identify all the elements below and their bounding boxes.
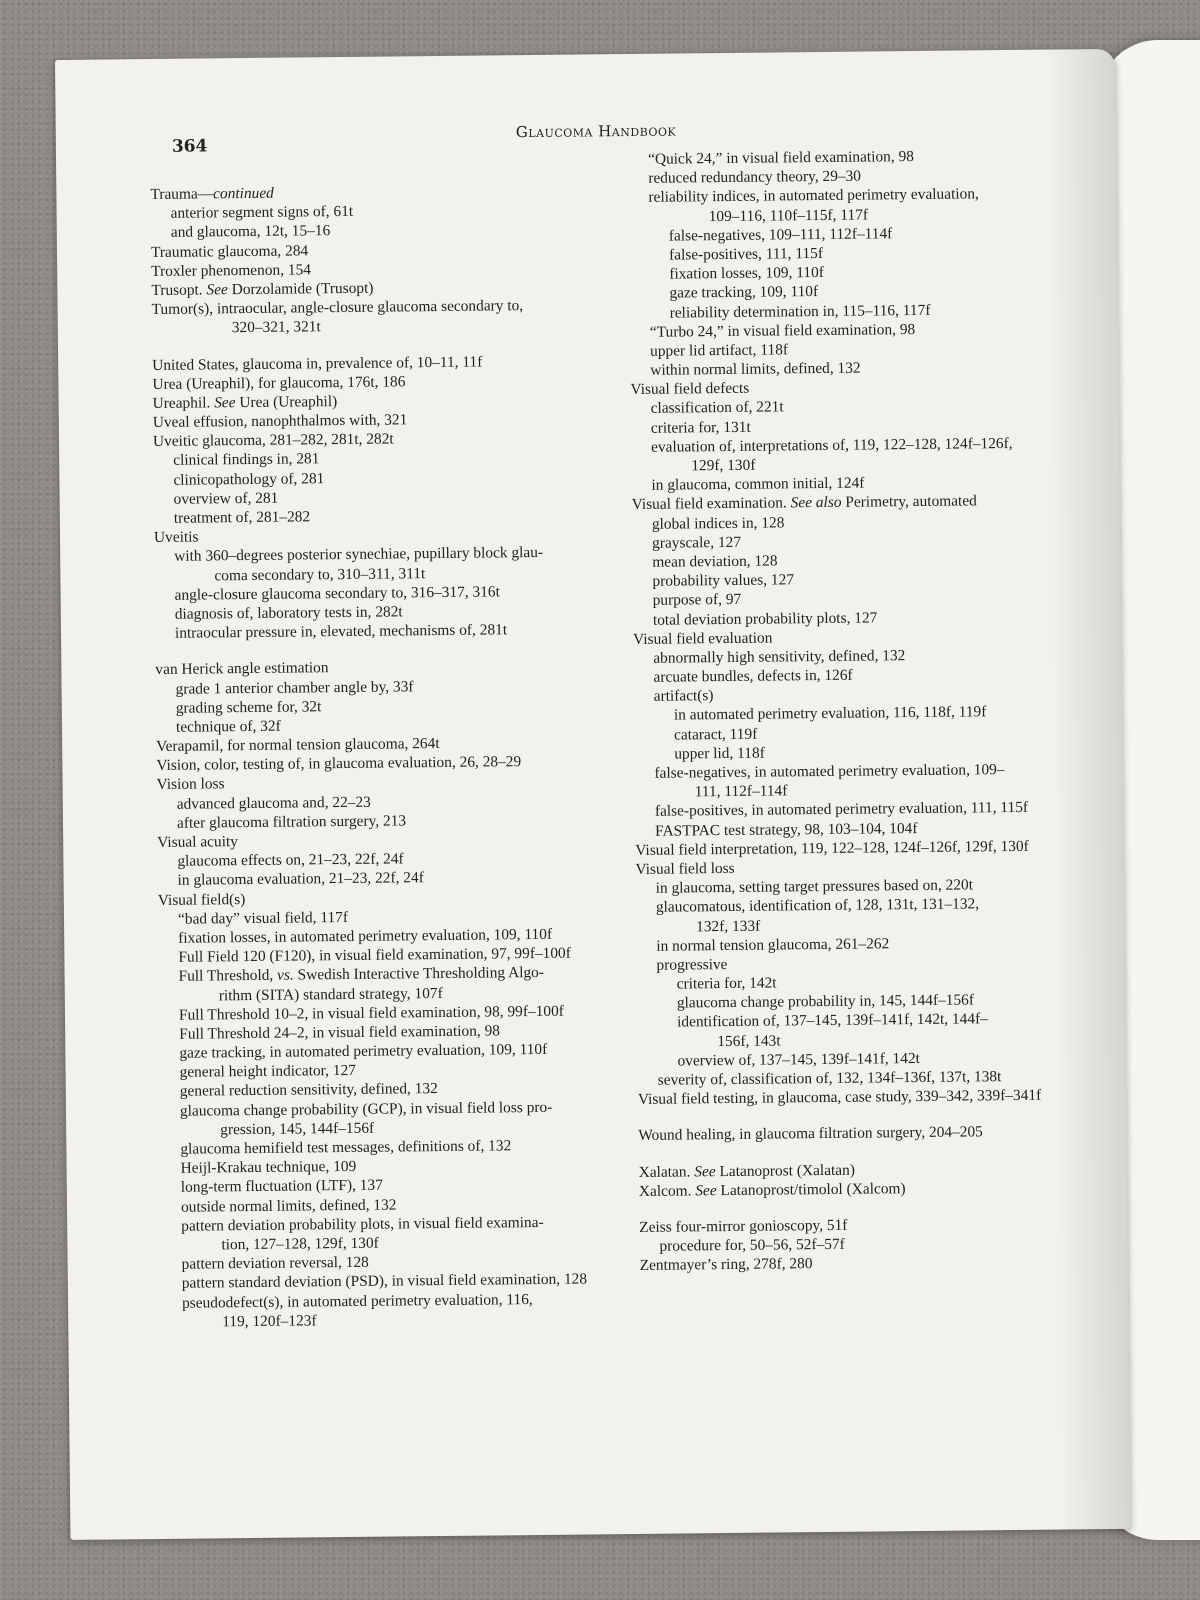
entry-text: overview of, 137–145, 139f–141f, 142t: [677, 1049, 920, 1070]
entry-text: in glaucoma evaluation, 21–23, 22f, 24f: [177, 869, 424, 890]
entry-text: 119, 120f–123f: [222, 1312, 317, 1331]
entry-text-continued: Latanoprost (Xalatan): [715, 1161, 855, 1180]
entry-text: Full Threshold 10–2, in visual field examination, 98, 99f–100f: [178, 1002, 564, 1024]
entry-italic: See also: [790, 494, 842, 512]
entry-text: total deviation probability plots, 127: [652, 608, 878, 629]
entry-text: reduced redundancy theory, 29–30: [648, 167, 862, 187]
entry-text: Xalcom.: [638, 1182, 696, 1200]
entry-text: Vision loss: [156, 775, 225, 794]
entry-italic: See: [694, 1162, 716, 1180]
entry-text: grayscale, 127: [652, 533, 742, 552]
entry-text: advanced glaucoma and, 22–23: [176, 793, 371, 813]
entry-italic: vs.: [276, 966, 294, 985]
page-number: 364: [171, 136, 208, 157]
entry-text: reliability indices, in automated perimetry evaluation,: [648, 185, 979, 207]
entry-text: glaucoma change probability in, 145, 144f–156f: [676, 991, 975, 1012]
index-entry: [616, 1252, 1086, 1276]
entry-text: gaze tracking, in automated perimetry evaluation, 109, 110f: [179, 1040, 548, 1062]
entry-text: mean deviation, 128: [652, 552, 778, 571]
entry-text: Xalatan.: [638, 1162, 695, 1181]
entry-text: Tumor(s), intraocular, angle-closure glaucoma secondary to,: [151, 297, 524, 319]
entry-text: gaze tracking, 109, 110f: [669, 283, 819, 302]
entry-text: Traumatic glaucoma, 284: [150, 241, 309, 261]
entry-text: angle-closure glaucoma secondary to, 316–317, 316t: [174, 583, 500, 604]
entry-text: within normal limits, defined, 132: [650, 359, 861, 379]
book-page: [55, 49, 1130, 1540]
entry-text: in normal tension glaucoma, 261–262: [656, 935, 890, 955]
entry-text: Uveitic glaucoma, 281–282, 281t, 282t: [152, 430, 394, 451]
entry-text: “Turbo 24,” in visual field examination, 98: [649, 320, 916, 341]
entry-text: 109–116, 110f–115f, 117f: [708, 206, 869, 225]
entry-text: Full Threshold 24–2, in visual field examination, 98: [179, 1022, 501, 1043]
entry-text: Zeiss four-mirror gonioscopy, 51f: [639, 1216, 848, 1236]
entry-text-continued: Latanoprost/timolol (Xalcom): [716, 1179, 906, 1199]
entry-text: evaluation of, interpretations of, 119, 122–128, 124f–126f,: [650, 434, 1013, 456]
entry-text-continued: Swedish Interactive Thresholding Algo-: [293, 964, 545, 984]
entry-text: Uveitis: [153, 528, 199, 547]
entry-text: Urea (Ureaphil), for glaucoma, 176t, 186: [152, 373, 406, 393]
entry-text: Visual field evaluation: [633, 629, 773, 648]
entry-text: gression, 145, 144f–156f: [220, 1119, 375, 1139]
entry-text: criteria for, 142t: [676, 974, 777, 993]
entry-text: global indices in, 128: [651, 513, 785, 533]
entry-text: glaucoma change probability (GCP), in visual field loss pro-: [179, 1098, 553, 1120]
entry-text: diagnosis of, laboratory tests in, 282t: [174, 603, 403, 623]
entry-text: Wound healing, in glaucoma filtration surgery, 204–205: [638, 1123, 983, 1145]
entry-text: treatment of, 281–282: [173, 508, 311, 527]
entry-text: after glaucoma filtration surgery, 213: [176, 812, 407, 832]
entry-text: intraocular pressure in, elevated, mechanisms of, 281t: [174, 621, 508, 642]
entry-text: artifact(s): [653, 687, 714, 706]
entry-text: Troxler phenomenon, 154: [151, 261, 312, 280]
entry-text: abnormally high sensitivity, defined, 132: [653, 647, 906, 667]
entry-text: United States, glaucoma in, prevalence of, 10–11, 11f: [152, 353, 483, 374]
entry-text: criteria for, 131t: [650, 418, 751, 437]
entry-text: Visual field(s): [157, 890, 246, 909]
entry-text: glaucoma effects on, 21–23, 22f, 24f: [177, 850, 404, 870]
entry-text: grade 1 anterior chamber angle by, 33f: [175, 677, 414, 698]
entry-text: fixation losses, 109, 110f: [669, 264, 824, 283]
entry-text: 111, 112f–114f: [694, 782, 788, 801]
entry-text: technique of, 32f: [175, 717, 281, 736]
entry-text: overview of, 281: [173, 489, 279, 508]
entry-text: false-negatives, in automated perimetry evaluation, 109–: [654, 761, 1005, 782]
entry-text: Trusopt.: [151, 281, 207, 299]
entry-text: and glaucoma, 12t, 15–16: [170, 222, 331, 242]
entry-text: probability values, 127: [652, 571, 795, 590]
entry-text: in glaucoma, setting target pressures based on, 220t: [655, 876, 974, 897]
entry-text: pseudodefect(s), in automated perimetry evaluation, 116,: [181, 1290, 533, 1312]
entry-text: procedure for, 50–56, 52f–57f: [659, 1235, 845, 1255]
entry-text: general reduction sensitivity, defined, 132: [179, 1080, 438, 1101]
entry-text: Full Field 120 (F120), in visual field examination, 97, 99f–100f: [178, 944, 571, 966]
entry-text: Visual acuity: [157, 833, 239, 851]
entry-text: 132f, 133f: [696, 917, 761, 935]
entry-text-continued: Urea (Ureaphil): [235, 392, 338, 412]
entry-text: grading scheme for, 32t: [175, 697, 322, 717]
entry-text: Visual field defects: [630, 379, 750, 399]
entry-text: purpose of, 97: [652, 591, 742, 610]
entry-text: outside normal limits, defined, 132: [180, 1196, 397, 1216]
entry-italic: See: [695, 1181, 717, 1200]
entry-italic: continued: [213, 184, 274, 203]
entry-text: upper lid, 118f: [674, 744, 765, 763]
entry-text: glaucoma hemifield test messages, definitions of, 132: [180, 1137, 512, 1158]
entry-text: long-term fluctuation (LTF), 137: [180, 1177, 383, 1197]
entry-text: progressive: [656, 955, 728, 974]
entry-text: 320–321, 321t: [231, 318, 321, 337]
entry-text: Zentmayer’s ring, 278f, 280: [639, 1255, 813, 1275]
entry-text: upper lid artifact, 118f: [649, 341, 789, 360]
entry-text: false-negatives, 109–111, 112f–114f: [668, 224, 893, 245]
entry-text: glaucomatous, identification of, 128, 131t, 131–132,: [655, 895, 980, 917]
entry-text: severity of, classification of, 132, 134f–136f, 137t, 138t: [657, 1068, 1002, 1089]
running-head: Glaucoma Handbook: [515, 121, 677, 142]
entry-text: “Quick 24,” in visual field examination, 98: [647, 148, 915, 168]
entry-text: Visual field interpretation, 119, 122–128, 124f–126f, 129f, 130f: [635, 837, 1029, 859]
entry-text: van Herick angle estimation: [155, 659, 329, 679]
entry-text: Heijl-Krakau technique, 109: [180, 1158, 357, 1177]
entry-text-continued: Dorzolamide (Trusopt): [227, 279, 374, 299]
entry-text: with 360–degrees posterior synechiae, pupillary block glau-: [174, 544, 544, 566]
entry-text: “bad day” visual field, 117f: [177, 908, 349, 928]
entry-text: fixation losses, in automated perimetry evaluation, 109, 110f: [178, 925, 553, 947]
entry-text: Visual field testing, in glaucoma, case study, 339–342, 339f–341f: [637, 1086, 1042, 1109]
entry-text: rithm (SITA) standard strategy, 107f: [218, 984, 443, 1004]
entry-text: reliability determination in, 115–116, 117f: [669, 301, 931, 322]
entry-text: clinical findings in, 281: [173, 450, 320, 470]
entry-text: Ureaphil.: [152, 394, 215, 412]
entry-text: pattern standard deviation (PSD), in visual field examination, 128: [181, 1270, 588, 1293]
entry-text: pattern deviation reversal, 128: [181, 1253, 369, 1273]
entry-text: Trauma—: [150, 185, 214, 204]
entry-text: arcuate bundles, defects in, 126f: [653, 666, 853, 686]
entry-text: Verapamil, for normal tension glaucoma, 264t: [156, 735, 440, 756]
entry-text: in glaucoma, common initial, 124f: [651, 474, 865, 494]
entry-text: Visual field loss: [635, 859, 735, 878]
entry-text: false-positives, in automated perimetry evaluation, 111, 115f: [654, 799, 1029, 821]
entry-text-continued: Perimetry, automated: [841, 492, 977, 512]
entry-text: general height indicator, 127: [179, 1062, 357, 1082]
entry-text: tion, 127–128, 129f, 130f: [221, 1234, 379, 1254]
entry-text: Visual field examination.: [631, 494, 791, 514]
entry-text: Vision, color, testing of, in glaucoma evaluation, 26, 28–29: [156, 753, 522, 775]
entry-text: Full Threshold,: [178, 967, 278, 986]
entry-text: coma secondary to, 310–311, 311t: [214, 564, 426, 584]
entry-text: Uveal effusion, nanophthalmos with, 321: [152, 411, 408, 432]
entry-text: in automated perimetry evaluation, 116, 118f, 119f: [673, 703, 987, 724]
entry-text: false-positives, 111, 115f: [668, 244, 824, 264]
entry-text: cataract, 119f: [674, 725, 758, 744]
entry-italic: See: [214, 394, 236, 412]
entry-text: identification of, 137–145, 139f–141f, 142t, 144f–: [677, 1010, 988, 1031]
index-column-right: [604, 145, 1086, 1275]
entry-text: clinicopathology of, 281: [173, 469, 325, 489]
entry-italic: See: [206, 281, 228, 299]
entry-text: 156f, 143t: [717, 1032, 781, 1050]
entry-text: classification of, 221t: [650, 398, 784, 418]
entry-text: 129f, 130f: [691, 456, 756, 475]
entry-text: anterior segment signs of, 61t: [170, 203, 354, 222]
entry-text: pattern deviation probability plots, in visual field examina-: [181, 1213, 544, 1235]
entry-text: FASTPAC test strategy, 98, 103–104, 104f: [655, 819, 918, 840]
index-column-left: [126, 181, 588, 1332]
